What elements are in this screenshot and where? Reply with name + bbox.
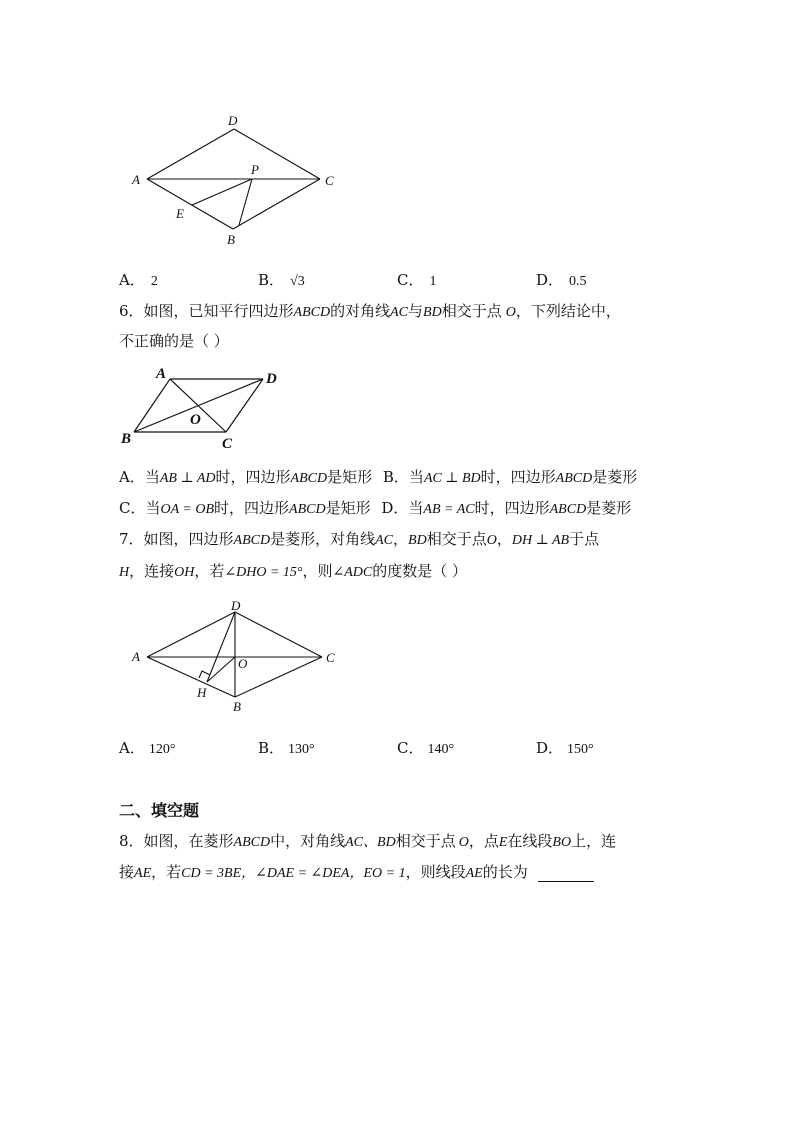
label-b: B [233,699,241,714]
segment-pb [239,179,252,225]
option-value: √3 [290,274,305,289]
q7-stem-line2: H，连接OH，若∠DHO = 15°，则∠ADC的度数是（ ） [119,562,468,580]
q6-option-d[interactable]: D．当AB = AC时，四边形ABCD是菱形 [381,499,632,517]
label-a: A [132,172,140,187]
label-a: A [132,649,140,664]
label-h: H [197,685,207,700]
q7-option-a[interactable] [119,737,175,758]
right-angle-mark [199,671,210,678]
option-letter: D． [536,739,564,757]
option-letter: A． [119,271,145,289]
q7-stem-line1: 7．如图，四边形ABCD是菱形，对角线AC，BD相交于点O，DH ⊥ AB于点 [119,530,600,548]
edge-ad [147,612,235,657]
figure-q7-rhombus [128,598,348,718]
edge-ba [147,657,235,697]
q7-option-b[interactable] [258,737,315,758]
edge-cb [233,179,320,229]
q7-option-c[interactable] [397,737,454,758]
edge-dc [234,129,320,179]
option-value: 130° [288,742,315,757]
q8-stem-line2: 接AE，若CD = 3BE，∠DAE = ∠DEA，EO = 1，则线段AE的长为 [119,861,594,882]
option-value: 0.5 [569,274,587,289]
q6-option-a[interactable]: A．当AB ⊥ AD时，四边形ABCD是矩形 [119,468,373,486]
q6-option-c[interactable]: C．当OA = OB时，四边形ABCD是矩形 [119,499,371,517]
q6-options-row1 [119,466,637,487]
label-c: C [325,173,334,188]
label-d: D [228,113,238,128]
segment-ep [192,179,252,205]
option-value: 140° [427,742,455,757]
q5-option-a[interactable] [119,269,158,290]
label-d: D [231,598,241,613]
segment-oh [207,657,235,682]
section-heading-fill-in: 二、填空题 [119,801,200,820]
option-value: 2 [150,274,158,289]
answer-blank[interactable] [538,867,594,882]
label-e: E [176,206,184,221]
option-letter: B． [258,271,285,289]
label-p: P [251,162,259,177]
q5-option-d[interactable] [536,269,587,290]
q8-stem-line1: 8．如图，在菱形ABCD中，对角线AC、BD相交于点 O，点E在线段BO上，连 [119,832,617,850]
segment-dh [207,612,235,682]
q6-options-row2 [119,497,631,518]
edge-ad [147,129,234,179]
label-d: D [266,371,277,387]
edge-ba [147,179,233,229]
label-b: B [227,232,235,247]
edge-cb [235,657,322,697]
option-value: 150° [567,742,594,757]
q5-option-c[interactable] [397,269,436,290]
figure-q6-parallelogram [118,362,298,454]
q6-option-b[interactable]: B．当AC ⊥ BD时，四边形ABCD是菱形 [382,468,638,486]
option-letter: C． [397,739,424,757]
q6-stem-line1: 6．如图，已知平行四边形ABCD的对角线AC与BD相交于点 O，下列结论中， [119,302,621,320]
q5-option-b[interactable] [258,269,305,290]
q7-option-d[interactable] [536,737,594,758]
option-letter: C． [397,271,424,289]
option-letter: A． [119,739,145,757]
label-o: O [190,412,201,428]
label-c: C [222,436,233,452]
label-a: A [156,366,167,382]
option-letter: D． [536,271,564,289]
q6-stem-line2: 不正确的是（ ） [119,332,229,350]
label-o: O [238,656,248,671]
edge-dc [235,612,322,657]
option-value: 120° [148,742,176,757]
label-c: C [326,650,335,665]
option-letter: B． [258,739,285,757]
option-value: 1 [429,274,437,289]
label-b: B [121,431,132,447]
figure-q5-rhombus [128,108,348,250]
